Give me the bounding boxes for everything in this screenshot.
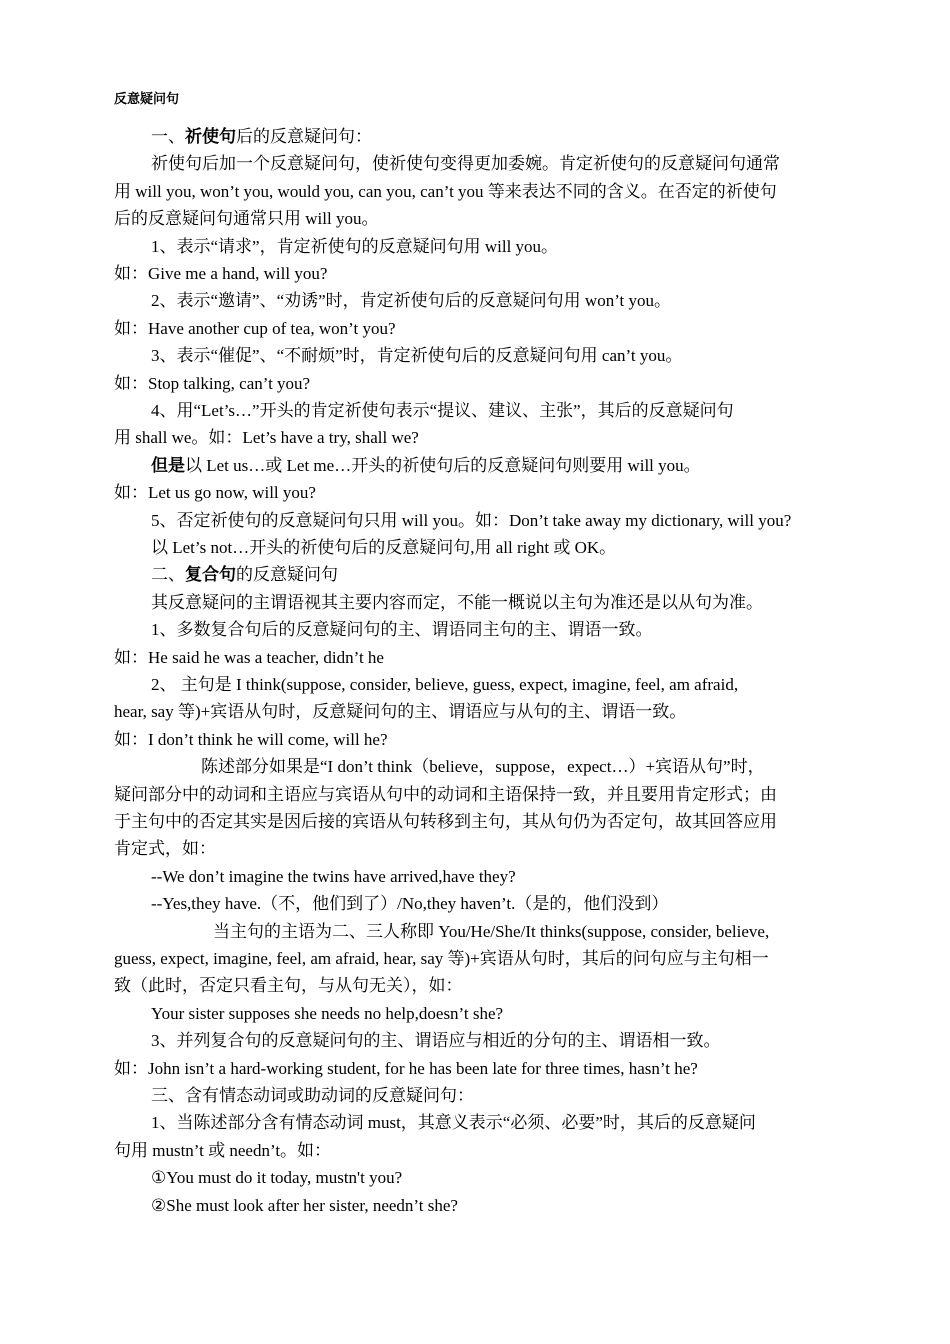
text-line: 以 Let’s not…开头的祈使句后的反意疑问句,用 all right 或 OK。 [151,538,617,557]
dialogue-line: --We don’t imagine the twins have arrived,have they? [151,867,516,886]
example-line: ②She must look after her sister, needn’t she? [151,1196,458,1215]
text-line: 2、 主句是 I think(suppose, consider, believe, guess, expect, imagine, feel, am afraid, [151,675,739,694]
text-line: 2、表示“邀请”、“劝诱”时，肯定祈使句后的反意疑问句用 won’t you。 [151,291,672,310]
example-line: 如：Have another cup of tea, won’t you? [114,319,396,338]
text-line: 4、用“Let’s…”开头的肯定祈使句表示“提议、建议、主张”，其后的反意疑问句 [151,401,734,420]
page-title: 反意疑问句 [114,92,180,107]
example-line: 如：Stop talking, can’t you? [114,374,311,393]
text-line: 肯定式，如： [114,839,216,858]
example-line: 如：Let us go now, will you? [114,483,316,502]
dialogue-line: --Yes,they have.（不，他们到了）/No,they haven’t.（是的，他们没到） [151,894,669,913]
text-line: 其反意疑问的主谓语视其主要内容而定，不能一概说以主句为准还是以从句为准。 [151,593,763,612]
text-line: guess, expect, imagine, feel, am afraid, hear, say 等)+宾语从句时，其后的问句应与主句相一 [114,949,769,968]
text-line: 用 will you, won’t you, would you, can you, can’t you 等来表达不同的含义。在否定的祈使句 [114,182,777,201]
example-line: 如：I don’t think he will come, will he? [114,730,388,749]
example-line: ①You must do it today, mustn't you? [151,1168,403,1187]
text-line: 后的反意疑问句通常只用 will you。 [114,209,379,228]
text-line: 1、表示“请求”，肯定祈使句的反意疑问句用 will you。 [151,237,559,256]
text-line: 疑问部分中的动词和主语应与宾语从句中的动词和主语保持一致，并且要用肯定形式；由 [114,785,777,804]
example-line: Your sister supposes she needs no help,doesn’t she? [151,1004,504,1023]
text-line: 用 shall we。如：Let’s have a try, shall we? [114,428,419,447]
text-line: 5、否定祈使句的反意疑问句只用 will you。如：Don’t take away my dictionary, will you? [151,511,792,530]
text-line: 但是以 Let us…或 Let me…开头的祈使句后的反意疑问句则要用 will you。 [151,456,701,475]
section-heading: 三、含有情态动词或助动词的反意疑问句： [151,1086,474,1105]
text-line: 于主句中的否定其实是因后接的宾语从句转移到主句，其从句仍为否定句，故其回答应用 [114,812,777,831]
text-line: 句用 mustn’t 或 needn’t。如： [114,1141,332,1160]
text-line: 3、并列复合句的反意疑问句的主、谓语应与相近的分句的主、谓语相一致。 [151,1031,721,1050]
text-line: hear, say 等)+宾语从句时，反意疑问句的主、谓语应与从句的主、谓语一致。 [114,702,687,721]
example-line: 如：He said he was a teacher, didn’t he [114,648,384,667]
example-line: 如：Give me a hand, will you? [114,264,328,283]
example-line: 如：John isn’t a hard-working student, for he has been late for three times, hasn’t he? [114,1059,698,1078]
text-line: 祈使句后加一个反意疑问句，使祈使句变得更加委婉。肯定祈使句的反意疑问句通常 [151,154,780,173]
text-line: 1、当陈述部分含有情态动词 must，其意义表示“必须、必要”时，其后的反意疑问 [151,1113,756,1132]
text-line: 1、多数复合句后的反意疑问句的主、谓语同主句的主、谓语一致。 [151,620,653,639]
section-heading: 二、复合句的反意疑问句 [151,565,338,584]
text-line: 致（此时，否定只看主句，与从句无关），如： [114,976,463,995]
section-heading: 一、祈使句后的反意疑问句： [151,127,372,146]
text-line: 陈述部分如果是“I don’t think（believe，suppose，expect…）+宾语从句”时， [201,757,765,776]
text-line: 当主句的主语为二、三人称即 You/He/She/It thinks(suppose, consider, believe, [213,922,770,941]
text-line: 3、表示“催促”、“不耐烦”时，肯定祈使句后的反意疑问句用 can’t you。 [151,346,683,365]
